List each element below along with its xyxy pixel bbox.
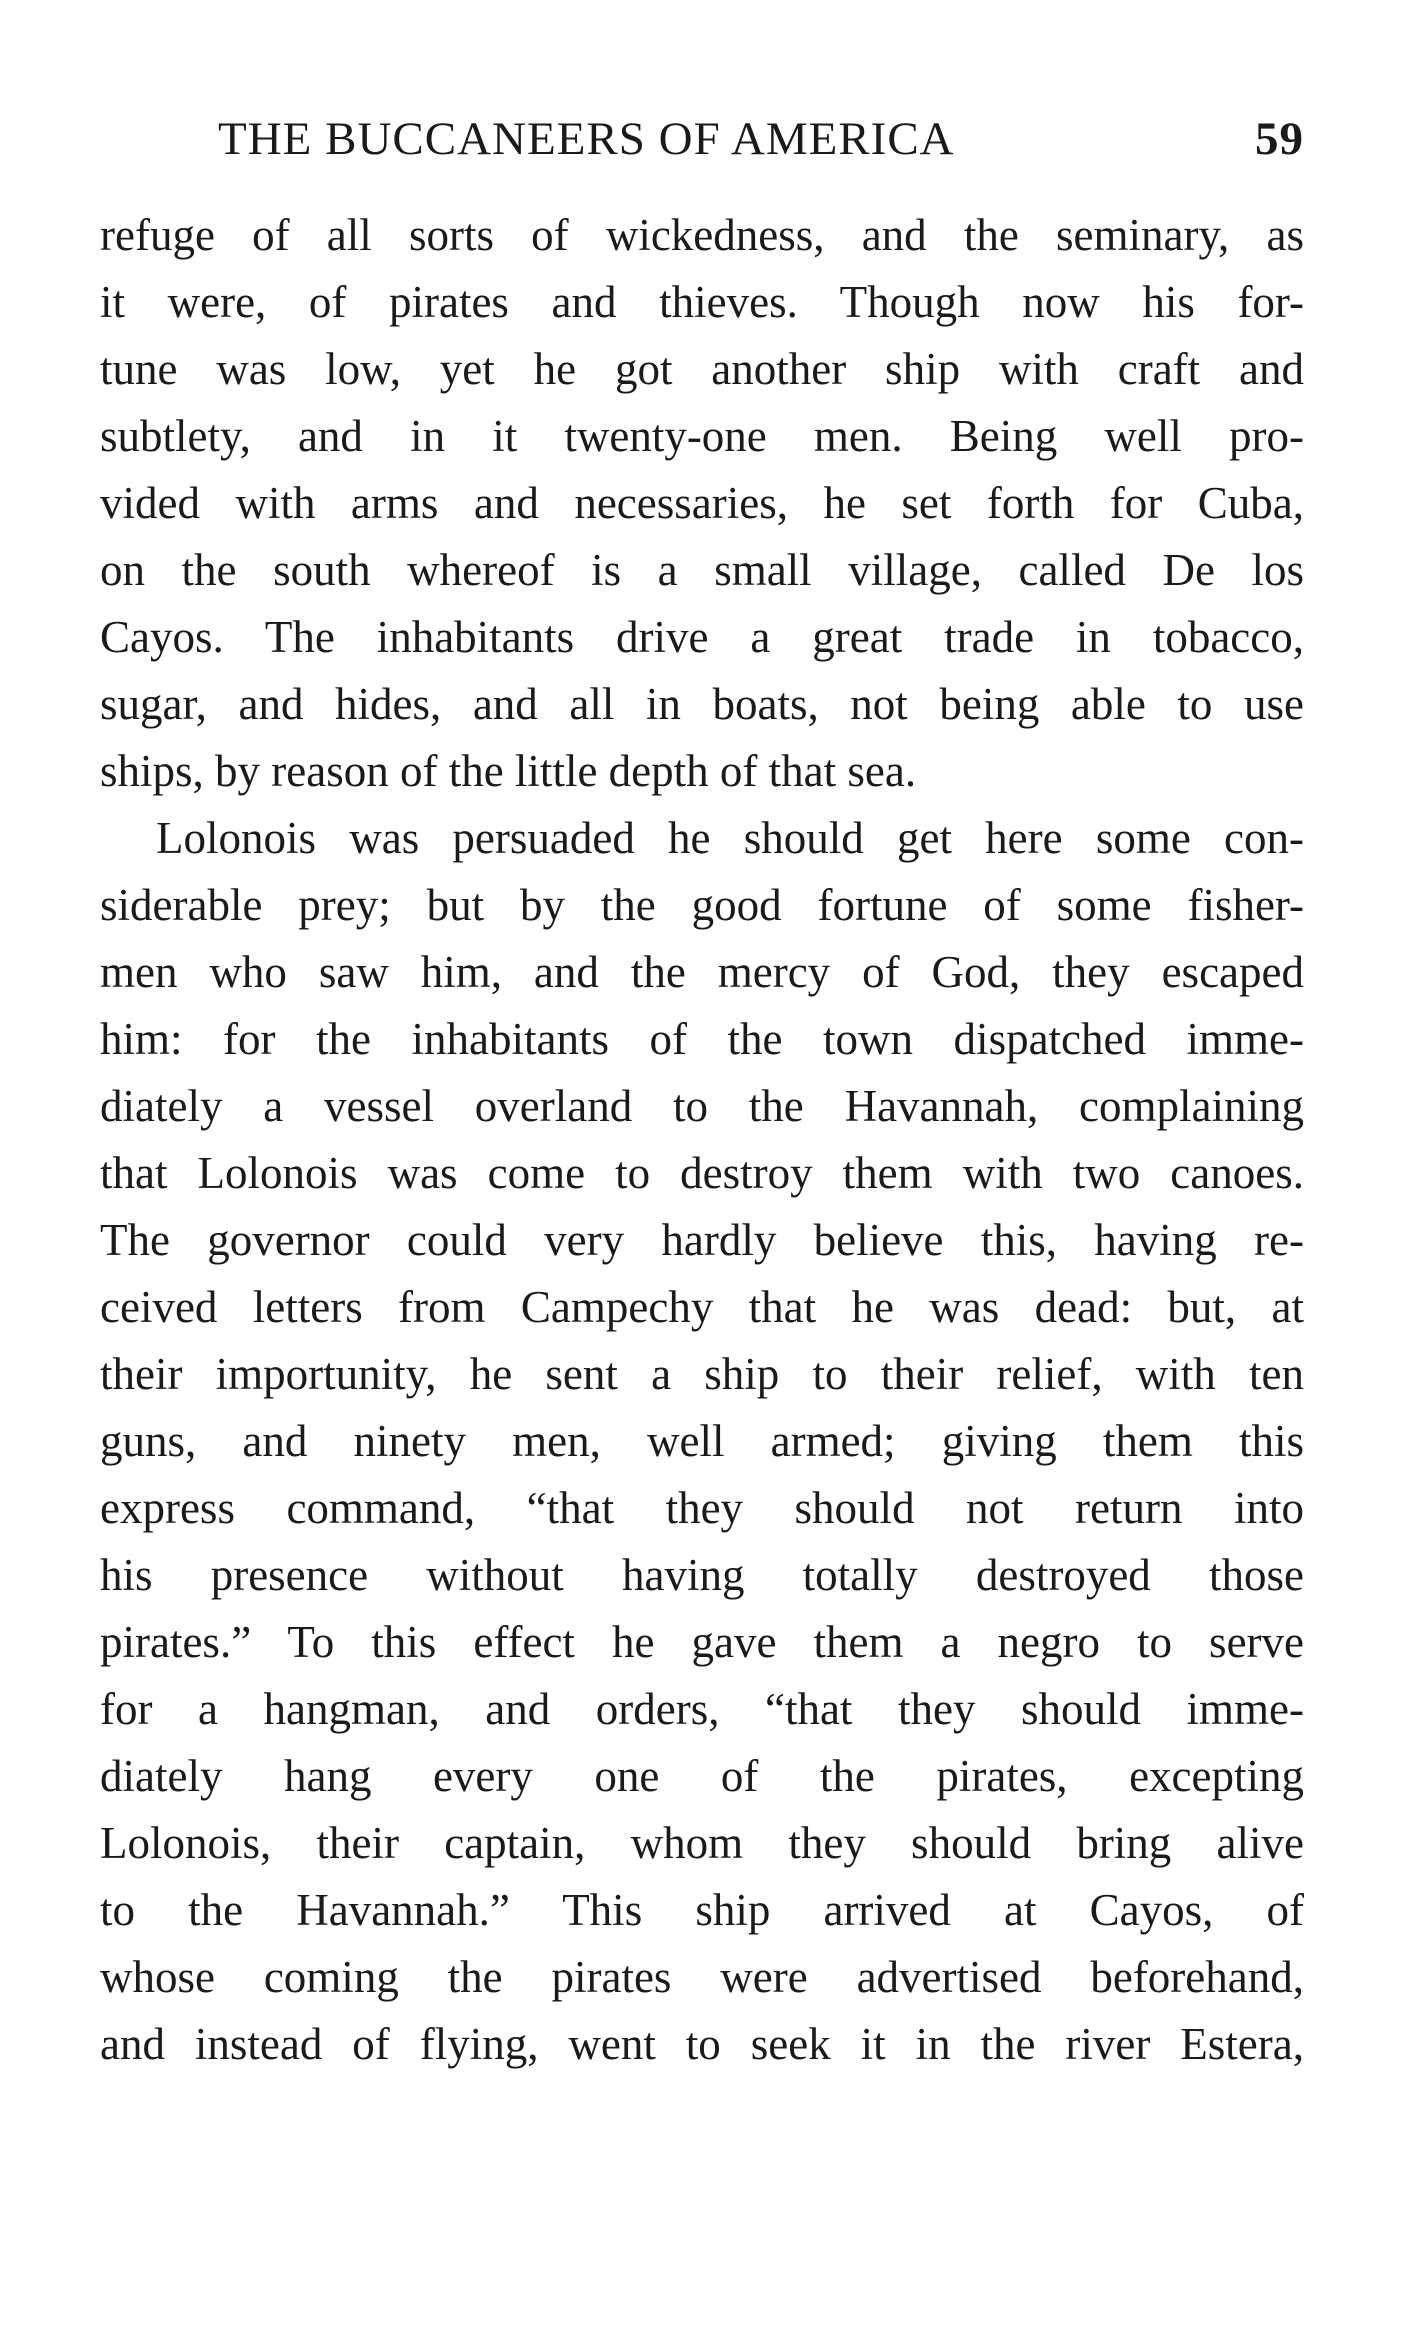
running-title: THE BUCCANEERS OF AMERICA	[218, 113, 955, 165]
body-text	[100, 202, 1304, 2078]
text-line: subtlety, and in it twenty-one men. Being well pro-	[100, 411, 1304, 461]
running-head	[218, 112, 1304, 172]
text-line: The governor could very hardly believe this, having re-	[100, 1215, 1304, 1265]
text-line: whose coming the pirates were advertised beforehand,	[100, 1952, 1304, 2002]
text-line: diately hang every one of the pirates, excepting	[100, 1751, 1304, 1801]
text-line: pirates.” To this effect he gave them a negro to serve	[100, 1617, 1304, 1667]
text-line: on the south whereof is a small village, called De los	[100, 545, 1304, 595]
text-line: siderable prey; but by the good fortune of some fisher-	[100, 880, 1304, 930]
text-line: it were, of pirates and thieves. Though now his for-	[100, 277, 1304, 327]
text-line: ceived letters from Campechy that he was dead: but, at	[100, 1282, 1304, 1332]
text-line: his presence without having totally destroyed those	[100, 1550, 1304, 1600]
page-number: 59	[1255, 113, 1304, 165]
paragraph-1	[100, 202, 1304, 805]
text-line: diately a vessel overland to the Havannah, complaining	[100, 1081, 1304, 1131]
text-line: express command, “that they should not return into	[100, 1483, 1304, 1533]
text-line: Lolonois was persuaded he should get here some con-	[156, 813, 1304, 863]
text-line: Cayos. The inhabitants drive a great trade in tobacco,	[100, 612, 1304, 662]
text-line: men who saw him, and the mercy of God, they escaped	[100, 947, 1304, 997]
text-line: Lolonois, their captain, whom they should bring alive	[100, 1818, 1304, 1868]
paragraph-2	[100, 805, 1304, 2078]
text-line: ships, by reason of the little depth of that sea.	[100, 746, 917, 796]
text-line: him: for the inhabitants of the town dispatched imme-	[100, 1014, 1304, 1064]
text-line: and instead of flying, went to seek it in the river Estera,	[100, 2019, 1304, 2069]
text-line: sugar, and hides, and all in boats, not being able to use	[100, 679, 1304, 729]
text-line: for a hangman, and orders, “that they should imme-	[100, 1684, 1304, 1734]
text-line: to the Havannah.” This ship arrived at Cayos, of	[100, 1885, 1304, 1935]
text-line: tune was low, yet he got another ship with craft and	[100, 344, 1304, 394]
text-line: guns, and ninety men, well armed; giving them this	[100, 1416, 1304, 1466]
text-line: that Lolonois was come to destroy them with two canoes.	[100, 1148, 1304, 1198]
text-line: their importunity, he sent a ship to their relief, with ten	[100, 1349, 1304, 1399]
text-line: refuge of all sorts of wickedness, and the seminary, as	[100, 210, 1304, 260]
text-line: vided with arms and necessaries, he set forth for Cuba,	[100, 478, 1304, 528]
